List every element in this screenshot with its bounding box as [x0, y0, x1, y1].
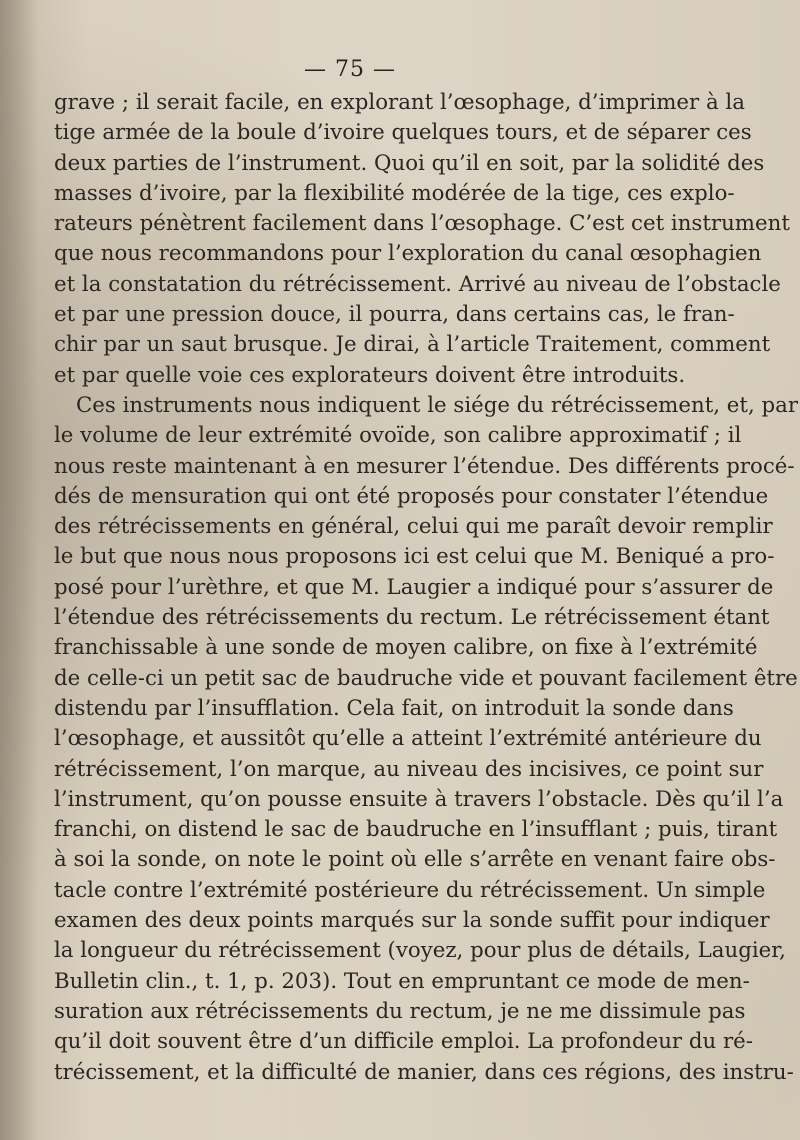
text-line: examen des deux points marqués sur la sonde suffit pour indiquer [54, 908, 770, 934]
text-line: chir par un saut brusque. Je dirai, à l’article Traitement, comment [54, 332, 771, 358]
text-line: nous reste maintenant à en mesurer l’étendue. Des différents procé- [54, 453, 795, 479]
text-line: et la constatation du rétrécissement. Arrivé au niveau de l’obstacle [54, 271, 781, 297]
text-line: tacle contre l’extrémité postérieure du rétrécissement. Un simple [54, 877, 766, 903]
text-line: l’étendue des rétrécissements du rectum. Le rétrécissement étant [54, 605, 770, 631]
text-line: et par une pression douce, il pourra, dans certains cas, le fran- [54, 302, 735, 328]
text-line: suration aux rétrécissements du rectum, je ne me dissimule pas [54, 998, 746, 1024]
text-line: trécissement, et la difficulté de manier, dans ces régions, des instru- [54, 1059, 794, 1085]
text-line: deux parties de l’instrument. Quoi qu’il en soit, par la solidité des [54, 150, 765, 176]
text-line: Bulletin clin., t. 1, p. 203). Tout en empruntant ce mode de men- [54, 968, 750, 994]
text-line: que nous recommandons pour l’exploration du canal œsophagien [54, 241, 762, 267]
text-line: le volume de leur extrémité ovoïde, son calibre approximatif ; il [54, 423, 742, 449]
text-line: distendu par l’insufflation. Cela fait, on introduit la sonde dans [54, 695, 734, 721]
paragraph-start-line: Ces instruments nous indiquent le siége du rétrécissement, et, par [76, 392, 799, 418]
body-text [54, 88, 799, 1088]
text-line: rétrécissement, l’on marque, au niveau des incisives, ce point sur [54, 756, 764, 782]
text-line: la longueur du rétrécissement (voyez, pour plus de détails, Laugier, [54, 938, 786, 964]
text-line: des rétrécissements en général, celui qui me paraît devoir remplir [54, 514, 773, 540]
text-line: l’instrument, qu’on pousse ensuite à travers l’obstacle. Dès qu’il l’a [54, 786, 784, 812]
text-line: le but que nous nous proposons ici est celui que M. Beniqué a pro- [54, 544, 775, 570]
text-line: de celle-ci un petit sac de baudruche vide et pouvant facilement être [54, 665, 798, 691]
text-line: qu’il doit souvent être d’un difficile emploi. La profondeur du ré- [54, 1029, 753, 1055]
text-line: rateurs pénètrent facilement dans l’œsophage. C’est cet instrument [54, 211, 790, 237]
paragraph-end-line: et par quelle voie ces explorateurs doivent être introduits. [54, 362, 686, 388]
page-binding-shadow [0, 0, 38, 1140]
text-line: dés de mensuration qui ont été proposés pour constater l’étendue [54, 483, 769, 509]
text-line: franchi, on distend le sac de baudruche en l’insufflant ; puis, tirant [54, 817, 778, 843]
text-line: l’œsophage, et aussitôt qu’elle a atteint l’extrémité antérieure du [54, 726, 762, 752]
text-line: tige armée de la boule d’ivoire quelques tours, et de séparer ces [54, 120, 752, 146]
text-line: à soi la sonde, on note le point où elle s’arrête en venant faire obs- [54, 847, 776, 873]
text-line: masses d’ivoire, par la flexibilité modérée de la tige, ces explo- [54, 180, 735, 206]
text-line: franchissable à une sonde de moyen calibre, on fixe à l’extrémité [54, 635, 758, 661]
text-line: posé pour l’urèthre, et que M. Laugier a indiqué pour s’assurer de [54, 574, 774, 600]
page-number: — 75 — [304, 57, 396, 82]
text-line: grave ; il serait facile, en explorant l’œsophage, d’imprimer à la [54, 90, 745, 115]
